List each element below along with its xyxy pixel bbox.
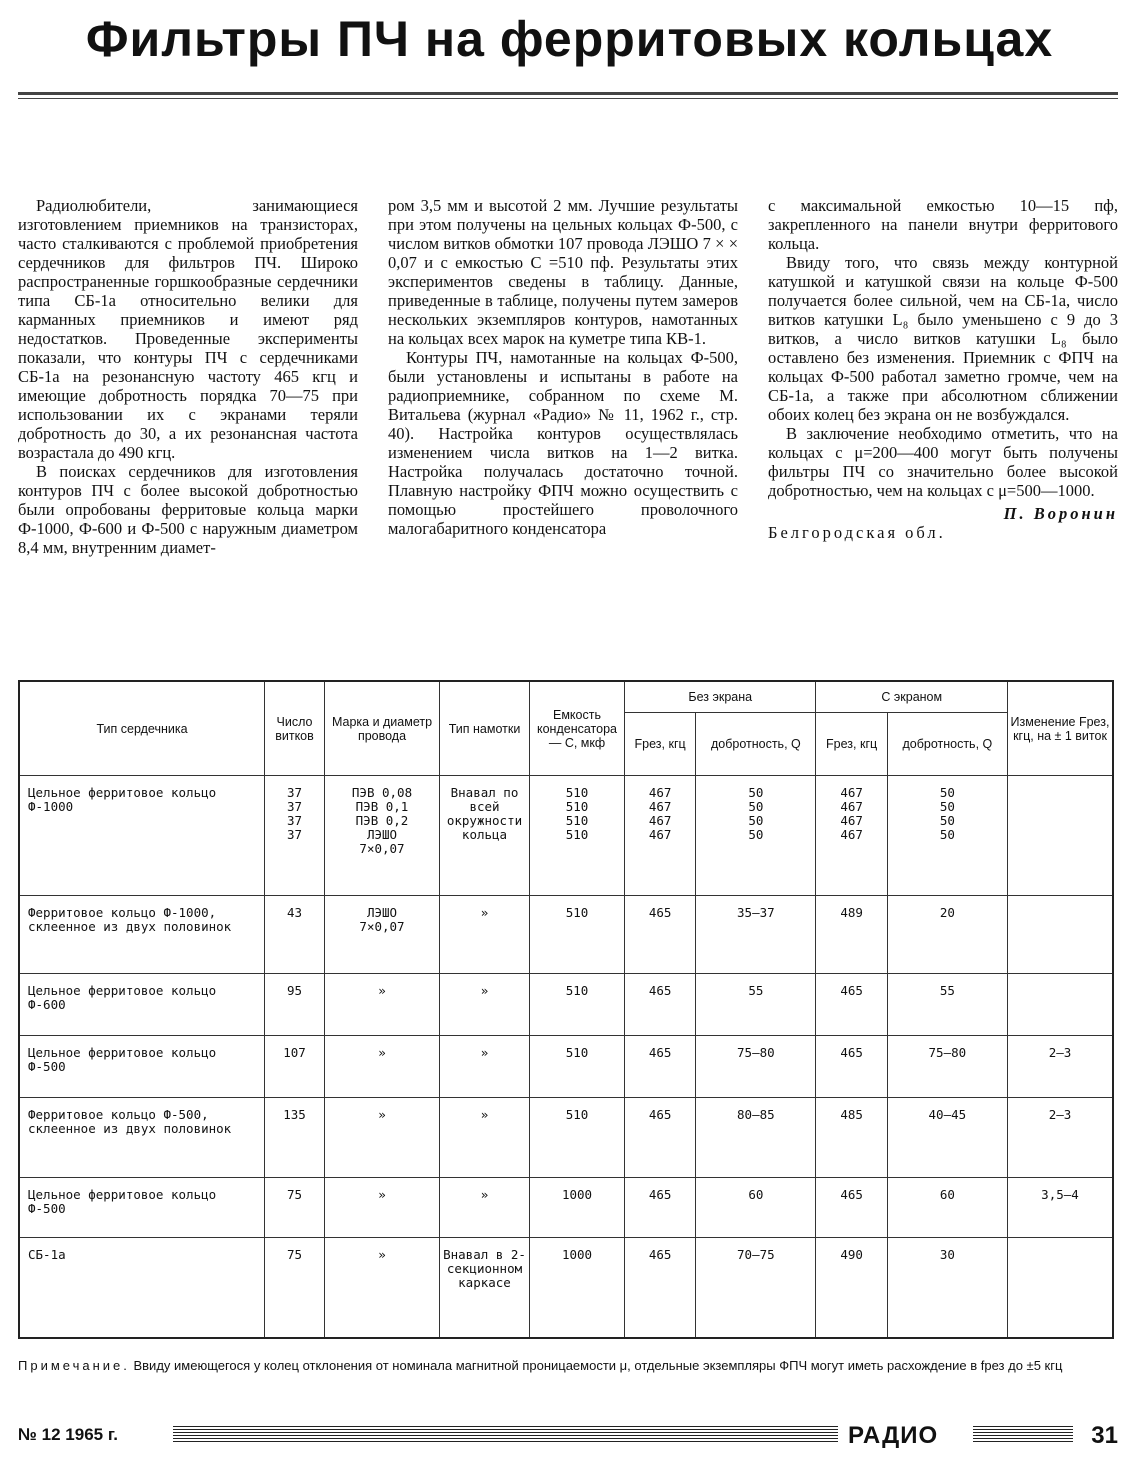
cell-winding: Внавал по всей окружности кольца: [440, 776, 530, 896]
cell-turns: 135: [265, 1098, 325, 1178]
cell-f-res: 489: [816, 896, 887, 974]
cell-change: [1008, 896, 1114, 974]
cell-q: 70—75: [696, 1238, 816, 1338]
cell-f-res: 485: [816, 1098, 887, 1178]
cell-winding: »: [440, 896, 530, 974]
table-row: [19, 974, 1113, 1036]
paragraph: В поисках сердечников для изготовления контуров ПЧ с более высокой добротностью были опробованы ферритовые кольца марки Ф-1000, Ф-600 и Ф-500 с наружным диаметром 8,4 мм, внутренним диамет-: [18, 462, 358, 557]
cell-wire: »: [325, 1098, 440, 1178]
cell-winding: »: [440, 1098, 530, 1178]
cell-q: 35—37: [696, 896, 816, 974]
table-row: [19, 1036, 1113, 1098]
header-type: Тип сердечника: [19, 681, 265, 776]
cell-f-res: 465: [625, 1036, 696, 1098]
cell-f-res: 465: [625, 1178, 696, 1238]
author-region: Белгородская обл.: [768, 523, 946, 542]
cell-type: СБ-1а: [19, 1238, 265, 1338]
header-capacity: Емкость конденсатора — С, мкф: [530, 681, 625, 776]
author: П. Воронин: [1003, 504, 1118, 523]
paragraph: ром 3,5 мм и высотой 2 мм. Лучшие результаты при этом получены на цельных кольцах Ф-500, с числом витков обмотки 107 провода ЛЭШО 7 × × 0,07 и с емкостью С =510 пф. Результаты этих экспериментов сведены в таблицу. Данные, приведенные в таблице, получены путем замеров нескольких экземпляров контуров, намотанных на кольцах всех марок на куметре типа КВ-1.: [388, 196, 738, 348]
cell-wire: ЛЭШО 7×0,07: [325, 896, 440, 974]
header-winding: Тип намотки: [440, 681, 530, 776]
cell-type: Цельное ферритовое кольцо Ф-1000: [19, 776, 265, 896]
cell-type: Ферритовое кольцо Ф-500, склеенное из двух половинок: [19, 1098, 265, 1178]
page-footer: [18, 1422, 1118, 1452]
cell-f-res: 465: [625, 1238, 696, 1338]
cell-type: Цельное ферритовое кольцо Ф-600: [19, 974, 265, 1036]
cell-f-res: 465: [816, 974, 887, 1036]
cell-q: 50 50 50 50: [696, 776, 816, 896]
note-text: Ввиду имеющегося у колец отклонения от номинала магнитной проницаемости μ, отдельные экземпляры ФПЧ могут иметь расхождение в fрез до ±5 кгц: [133, 1358, 1063, 1373]
cell-capacity: 1000: [530, 1178, 625, 1238]
cell-winding: »: [440, 974, 530, 1036]
cell-q: 75—80: [887, 1036, 1007, 1098]
cell-q: 55: [696, 974, 816, 1036]
header-no-screen: Без экрана: [625, 681, 816, 713]
header-f-res: Fрез, кгц: [816, 713, 887, 776]
cell-f-res: 467 467 467 467: [625, 776, 696, 896]
cell-turns: 107: [265, 1036, 325, 1098]
title-rule: [18, 92, 1118, 95]
cell-capacity: 510: [530, 896, 625, 974]
paragraph: В заключение необходимо отметить, что на кольцах с μ=200—400 могут быть получены фильтры ПЧ со значительно более высокой добротностью, чем на кольцах с μ=500—1000.: [768, 424, 1118, 500]
cell-f-res: 465: [625, 974, 696, 1036]
paragraph: Контуры ПЧ, намотанные на кольцах Ф-500, были установлены и испытаны в работе на радиоприемнике, собранном по схеме М. Витальева (журнал «Радио» № 11, 1962 г., стр. 40). Настройка контуров осуществлялась изменением числа витков на 1—2 витка. Настройка получалась достаточно точной. Плавную настройку ФПЧ можно осуществить с помощью простейшего проволочного малогабаритного конденсатора: [388, 348, 738, 538]
issue-number: № 12 1965 г.: [18, 1425, 118, 1444]
article-column-3: [768, 196, 1118, 542]
cell-f-res: 465: [625, 1098, 696, 1178]
cell-wire: »: [325, 1178, 440, 1238]
article-column-2: [388, 196, 738, 538]
cell-f-res: 465: [816, 1178, 887, 1238]
cell-q: 40—45: [887, 1098, 1007, 1178]
cell-turns: 75: [265, 1238, 325, 1338]
article-title: Фильтры ПЧ на ферритовых кольцах: [85, 11, 1054, 67]
cell-change: [1008, 776, 1114, 896]
cell-wire: »: [325, 974, 440, 1036]
cell-capacity: 1000: [530, 1238, 625, 1338]
cell-change: [1008, 1238, 1114, 1338]
cell-capacity: 510: [530, 974, 625, 1036]
cell-type: Ферритовое кольцо Ф-1000, склеенное из двух половинок: [19, 896, 265, 974]
cell-f-res: 465: [816, 1036, 887, 1098]
cell-turns: 95: [265, 974, 325, 1036]
header-f-res: Fрез, кгц: [625, 713, 696, 776]
cell-turns: 75: [265, 1178, 325, 1238]
table-row: [19, 776, 1113, 896]
header-q: добротность, Q: [696, 713, 816, 776]
cell-type: Цельное ферритовое кольцо Ф-500: [19, 1178, 265, 1238]
header-q: добротность, Q: [887, 713, 1007, 776]
table-note: [18, 1356, 1118, 1376]
cell-turns: 37 37 37 37: [265, 776, 325, 896]
cell-change: 2—3: [1008, 1098, 1114, 1178]
title-rule-thin: [18, 98, 1118, 99]
cell-winding: Внавал в 2-секционном каркасе: [440, 1238, 530, 1338]
cell-f-res: 465: [625, 896, 696, 974]
cell-wire: ПЭВ 0,08 ПЭВ 0,1 ПЭВ 0,2 ЛЭШО 7×0,07: [325, 776, 440, 896]
header-wire: Марка и диаметр провода: [325, 681, 440, 776]
cell-change: 2—3: [1008, 1036, 1114, 1098]
cell-change: [1008, 974, 1114, 1036]
cell-f-res: 490: [816, 1238, 887, 1338]
table-row: [19, 1238, 1113, 1338]
cell-q: 60: [696, 1178, 816, 1238]
cell-q: 75—80: [696, 1036, 816, 1098]
cell-q: 30: [887, 1238, 1007, 1338]
cell-q: 55: [887, 974, 1007, 1036]
cell-wire: »: [325, 1036, 440, 1098]
cell-turns: 43: [265, 896, 325, 974]
cell-capacity: 510: [530, 1098, 625, 1178]
table-row: [19, 1098, 1113, 1178]
page-number: 31: [1091, 1422, 1118, 1449]
cell-capacity: 510 510 510 510: [530, 776, 625, 896]
paragraph: Ввиду того, что связь между контурной катушкой и катушкой связи на кольце Ф-500 получается более сильной, чем на СБ-1а, число витков катушки L₈ было уменьшено с 9 до 3 витков, а число витков катушки L₈ было оставлено без изменения. Приемник с ФПЧ на кольцах Ф-500 работал заметно громче, чем на СБ-1а, а также при абсолютном сближении обоих колец без экрана он не возбуждался.: [768, 253, 1118, 424]
cell-type: Цельное ферритовое кольцо Ф-500: [19, 1036, 265, 1098]
cell-winding: »: [440, 1036, 530, 1098]
footer-rule-right: [973, 1426, 1073, 1444]
paragraph: Радиолюбители, занимающиеся изготовлением приемников на транзисторах, часто сталкиваются с проблемой приобретения сердечников для фильтров ПЧ. Широко распространенные горшкообразные сердечники типа СБ-1а относительно велики для карманных приемников и имеют ряд недостатков. Проведенные эксперименты показали, что контуры ПЧ с сердечниками СБ-1а на резонансную частоту 465 кгц и имеющие добротность порядка 70—75 при использовании их с экранами теряли добротность до 30, а их резонансная частота возрастала до 490 кгц.: [18, 196, 358, 462]
cell-change: 3,5—4: [1008, 1178, 1114, 1238]
article-column-1: [18, 196, 358, 557]
cell-wire: »: [325, 1238, 440, 1338]
cell-q: 50 50 50 50: [887, 776, 1007, 896]
magazine-name: РАДИО: [848, 1422, 939, 1449]
footer-rule-left: [173, 1426, 838, 1444]
cell-f-res: 467 467 467 467: [816, 776, 887, 896]
results-table: [18, 680, 1114, 1339]
cell-capacity: 510: [530, 1036, 625, 1098]
header-change: Изменение Fрез, кгц, на ± 1 виток: [1008, 681, 1114, 776]
table-row: [19, 1178, 1113, 1238]
cell-q: 80—85: [696, 1098, 816, 1178]
paragraph: с максимальной емкостью 10—15 пф, закрепленного на панели внутри ферритового кольца.: [768, 196, 1118, 253]
note-label: Примечание.: [18, 1358, 130, 1373]
table-row: [19, 896, 1113, 974]
cell-q: 20: [887, 896, 1007, 974]
header-turns: Число витков: [265, 681, 325, 776]
header-with-screen: С экраном: [816, 681, 1008, 713]
cell-q: 60: [887, 1178, 1007, 1238]
cell-winding: »: [440, 1178, 530, 1238]
